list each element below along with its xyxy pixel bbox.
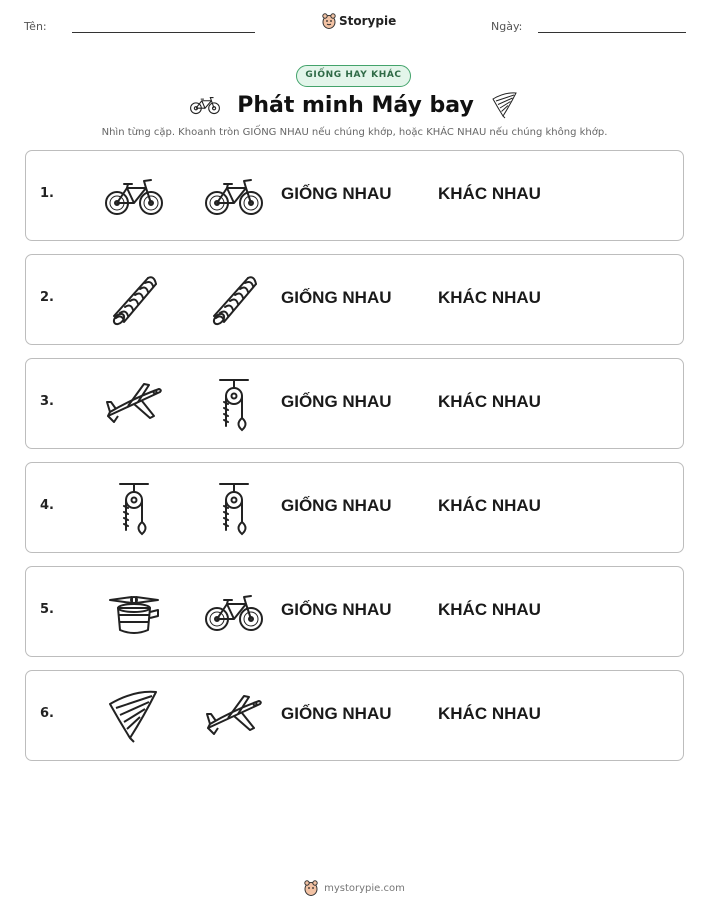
bicycle-icon bbox=[204, 168, 264, 224]
date-label: Ngày: bbox=[491, 20, 523, 33]
question-row bbox=[25, 254, 684, 345]
footer-url[interactable]: mystorypie.com bbox=[324, 882, 405, 894]
brand-name: Storypie bbox=[339, 14, 397, 28]
same-option[interactable]: GIỐNG NHAU bbox=[281, 496, 392, 515]
same-option[interactable]: GIỐNG NHAU bbox=[281, 600, 392, 619]
instructions: Nhìn từng cặp. Khoanh tròn GIỐNG NHAU nếu chúng khớp, hoặc KHÁC NHAU nếu chúng không khớp. bbox=[101, 127, 608, 138]
page-title: Phát minh Máy bay bbox=[237, 92, 474, 118]
wing-icon bbox=[490, 90, 520, 120]
activity-badge: GIỐNG HAY KHÁC bbox=[296, 65, 411, 87]
question-row bbox=[25, 670, 684, 761]
same-option[interactable]: GIỐNG NHAU bbox=[281, 704, 392, 723]
bicycle-icon bbox=[204, 584, 264, 640]
bicycle-icon bbox=[104, 168, 164, 224]
airplane-icon bbox=[204, 688, 264, 744]
question-number: 4. bbox=[40, 498, 54, 513]
storypie-mascot-icon bbox=[322, 13, 336, 29]
different-option[interactable]: KHÁC NHAU bbox=[438, 600, 541, 619]
title-row bbox=[0, 90, 709, 120]
different-option[interactable]: KHÁC NHAU bbox=[438, 392, 541, 411]
wing-icon bbox=[104, 688, 164, 744]
bicycle-icon bbox=[189, 95, 221, 115]
footer bbox=[0, 880, 709, 896]
question-row bbox=[25, 150, 684, 241]
rope-icon bbox=[204, 272, 264, 328]
question-number: 5. bbox=[40, 602, 54, 617]
pulley-icon bbox=[104, 480, 164, 536]
name-label: Tên: bbox=[24, 20, 47, 33]
same-option[interactable]: GIỐNG NHAU bbox=[281, 392, 392, 411]
pulley-icon bbox=[204, 376, 264, 432]
question-row bbox=[25, 462, 684, 553]
question-row bbox=[25, 566, 684, 657]
propeller-engine-icon bbox=[104, 584, 164, 640]
different-option[interactable]: KHÁC NHAU bbox=[438, 184, 541, 203]
pulley-icon bbox=[204, 480, 264, 536]
name-line[interactable] bbox=[72, 32, 255, 33]
question-number: 2. bbox=[40, 290, 54, 305]
question-row bbox=[25, 358, 684, 449]
different-option[interactable]: KHÁC NHAU bbox=[438, 704, 541, 723]
storypie-logo bbox=[322, 13, 396, 29]
different-option[interactable]: KHÁC NHAU bbox=[438, 496, 541, 515]
question-number: 3. bbox=[40, 394, 54, 409]
question-number: 1. bbox=[40, 186, 54, 201]
storypie-mascot-icon bbox=[304, 880, 318, 896]
date-line[interactable] bbox=[538, 32, 686, 33]
same-option[interactable]: GIỐNG NHAU bbox=[281, 288, 392, 307]
same-option[interactable]: GIỐNG NHAU bbox=[281, 184, 392, 203]
airplane-icon bbox=[104, 376, 164, 432]
question-number: 6. bbox=[40, 706, 54, 721]
rope-icon bbox=[104, 272, 164, 328]
different-option[interactable]: KHÁC NHAU bbox=[438, 288, 541, 307]
